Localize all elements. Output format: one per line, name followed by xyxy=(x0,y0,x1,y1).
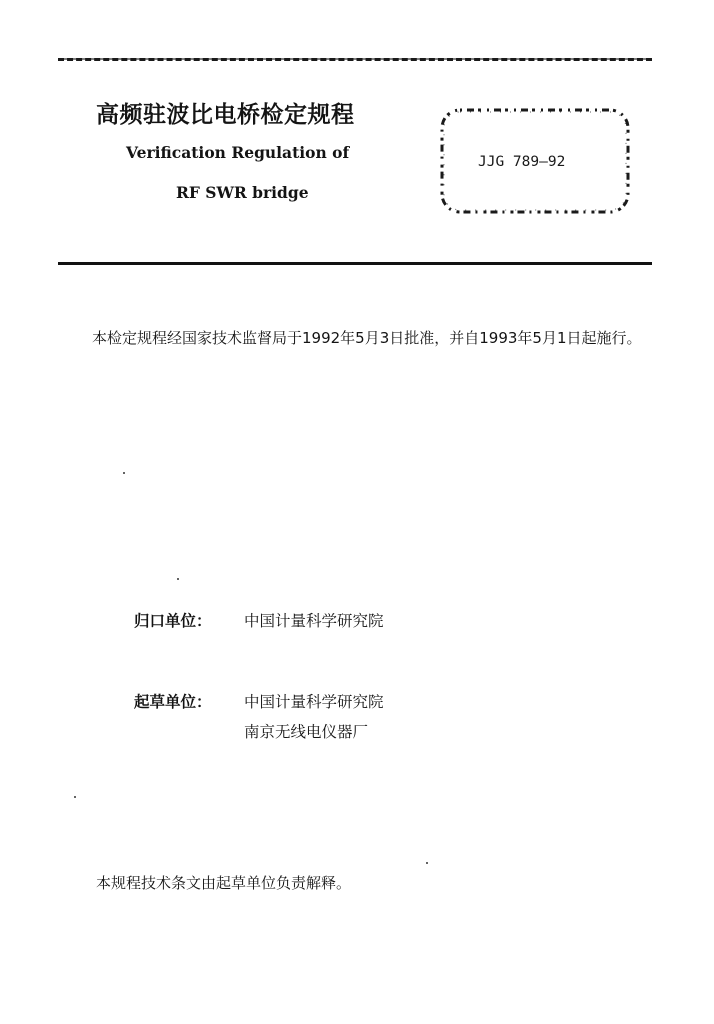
scan-speck xyxy=(74,796,76,798)
scan-speck xyxy=(123,472,125,474)
drafting-unit-label: 起草单位： xyxy=(134,693,212,711)
regulation-code: JJG 789—92 xyxy=(478,154,566,170)
approval-statement: 本检定规程经国家技术监督局于1992年5月3日批准，并自1993年5月1日起施行。 xyxy=(92,329,642,347)
regulation-title-en-line2: RF SWR bridge xyxy=(176,183,309,202)
regulation-title-cn: 高频驻波比电桥检定规程 xyxy=(96,102,355,128)
bottom-rule xyxy=(58,262,652,265)
top-rule-dashes xyxy=(58,58,652,61)
responsible-unit-label: 归口单位： xyxy=(134,612,212,630)
drafting-unit-value-2: 南京无线电仪器厂 xyxy=(244,723,369,741)
scan-speck xyxy=(177,578,179,580)
regulation-code-stamp xyxy=(438,104,632,216)
responsible-unit-value: 中国计量科学研究院 xyxy=(244,612,384,630)
drafting-unit-value-1: 中国计量科学研究院 xyxy=(244,693,384,711)
interpretation-statement: 本规程技术条文由起草单位负责解释。 xyxy=(96,874,352,892)
scan-speck xyxy=(426,862,428,864)
regulation-title-en-line1: Verification Regulation of xyxy=(126,143,350,162)
